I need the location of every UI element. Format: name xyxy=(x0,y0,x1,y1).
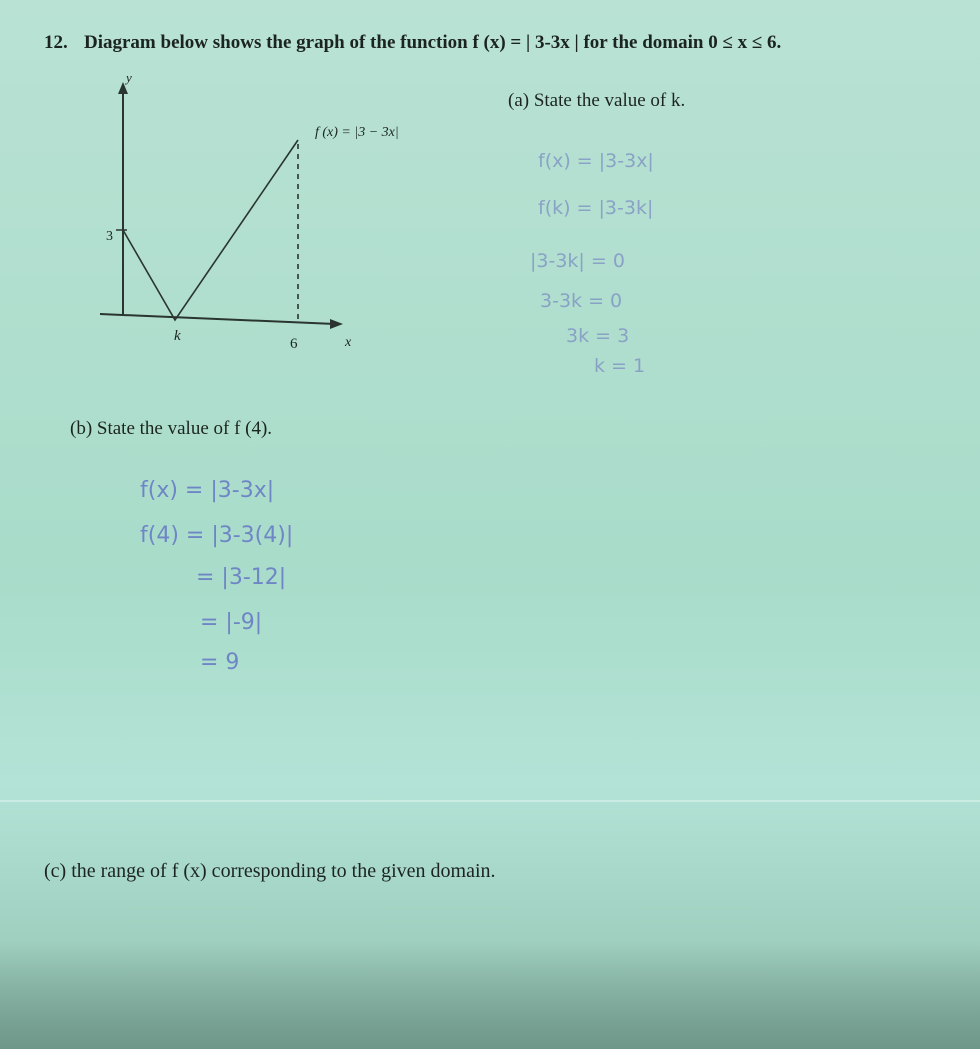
part-a-line-4: 3-3k = 0 xyxy=(540,290,623,312)
part-b-line-4: = |-9| xyxy=(200,610,263,635)
part-a-line-2: f(k) = |3-3k| xyxy=(538,197,654,219)
x-tick-label-k: k xyxy=(174,328,181,344)
part-b-line-3: = |3-12| xyxy=(196,565,287,590)
function-graph xyxy=(90,70,450,370)
x-tick-label-6: 6 xyxy=(290,336,298,352)
paper-fold-line xyxy=(0,800,980,802)
y-tick-label-3: 3 xyxy=(106,229,113,244)
part-b-prompt: (b) State the value of f (4). xyxy=(70,418,273,439)
part-a-line-6: k = 1 xyxy=(594,355,646,377)
part-b-line-5: = 9 xyxy=(200,650,240,675)
x-axis xyxy=(100,314,335,324)
part-c-prompt: (c) the range of f (x) corresponding to the given domain. xyxy=(44,860,496,882)
x-axis-label: x xyxy=(345,335,352,350)
question-number: 12. xyxy=(44,32,68,53)
part-a-line-1: f(x) = |3-3x| xyxy=(538,150,654,172)
function-label: f (x) = |3 − 3x| xyxy=(315,125,399,140)
x-axis-arrow xyxy=(330,319,343,329)
photo-shadow-band xyxy=(0,940,980,1049)
part-b-line-1: f(x) = |3-3x| xyxy=(140,478,275,503)
part-b-line-2: f(4) = |3-3(4)| xyxy=(140,523,294,548)
y-axis-label: y xyxy=(126,70,132,85)
question-text: Diagram below shows the graph of the function f (x) = | 3-3x | for the domain 0 ≤ x ≤ 6. xyxy=(84,32,782,53)
part-a-line-3: |3-3k| = 0 xyxy=(530,250,625,272)
function-curve xyxy=(123,140,298,320)
part-a-prompt: (a) State the value of k. xyxy=(508,90,686,111)
part-a-line-5: 3k = 3 xyxy=(566,325,630,347)
